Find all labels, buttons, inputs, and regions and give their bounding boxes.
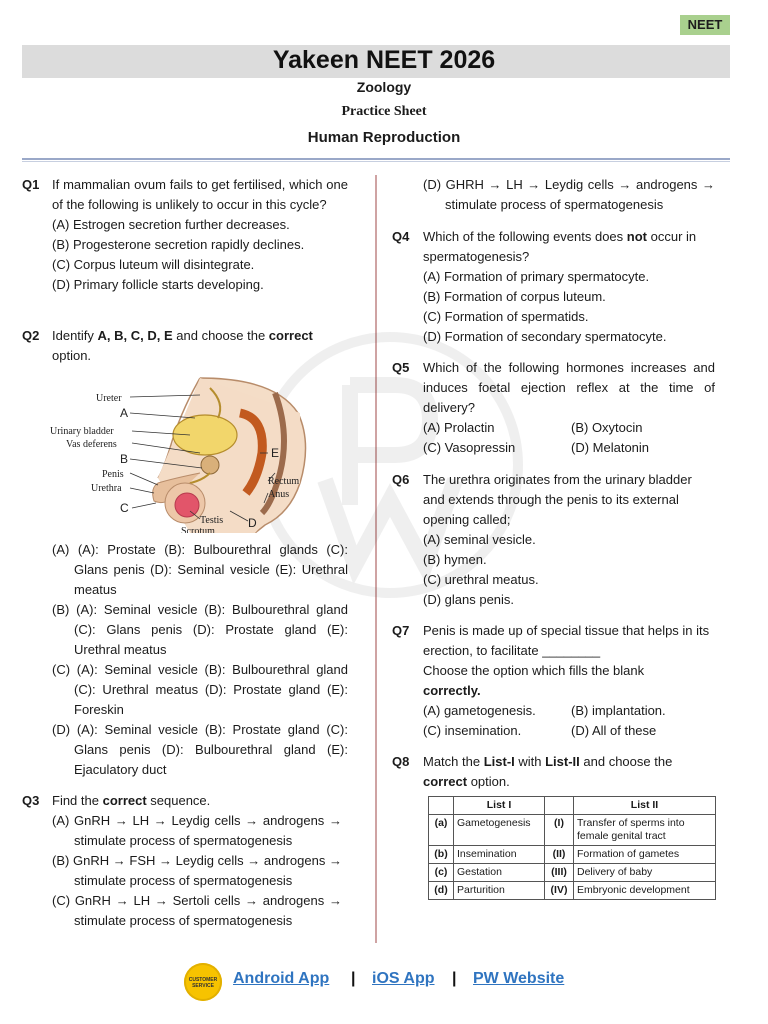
option-a[interactable]: (A) (A): Prostate (B): Bulbourethral glands (C): Glans penis (D): Seminal vesicle (E): Urethral meatus xyxy=(52,542,348,597)
footer-separator: | xyxy=(452,970,457,987)
label-ureter: Ureter xyxy=(96,393,122,404)
option-d[interactable]: (D) GHRH → LH → Leydig cells → androgens → stimulate process of spermatogenesis xyxy=(423,177,715,212)
label-vas-deferens: Vas deferens xyxy=(66,439,117,450)
option-b[interactable]: (B) GnRH → FSH → Leydig cells → androgens → stimulate process of spermatogenesis xyxy=(52,853,342,888)
option-a[interactable]: (A) Formation of primary spermatocyte. xyxy=(423,269,650,284)
option-b[interactable]: (B) Progesterone secretion rapidly declines. xyxy=(52,237,305,252)
option-d[interactable]: (D) All of these xyxy=(571,723,657,738)
question-text: The urethra originates from the urinary bladder and extends through the penis to its external opening called; xyxy=(423,472,692,527)
label-rectum: Rectum xyxy=(268,476,300,487)
label-urinary-bladder: Urinary bladder xyxy=(50,426,114,437)
option-c[interactable]: (C) (A): Seminal vesicle (B): Bulbourethral gland (C): Urethral meatus (D): Prostate gland (E): Foreskin xyxy=(52,662,348,717)
sheet-heading: Practice Sheet xyxy=(341,104,427,119)
option-d[interactable]: (D) (A): Seminal vesicle (B): Prostate gland (C): Glans penis (D): Bulbourethral gland (E): Ejaculatory duct xyxy=(52,722,348,777)
option-c[interactable]: (C) insemination. xyxy=(423,723,522,738)
question-number: Q3 xyxy=(22,793,40,808)
label-scrotum: Scrotum xyxy=(181,526,215,533)
option-b[interactable]: (B) Oxytocin xyxy=(571,420,643,435)
label-penis: Penis xyxy=(102,469,124,480)
question-number: Q6 xyxy=(392,472,410,487)
subject-heading: Zoology xyxy=(356,79,412,95)
table-row: (b) Insemination (II) Formation of gametes xyxy=(429,846,716,864)
question-3-continued xyxy=(423,175,715,215)
question-number: Q8 xyxy=(392,754,410,769)
option-a[interactable]: (A) Estrogen secretion further decreases. xyxy=(52,217,290,232)
option-b[interactable]: (B) Formation of corpus luteum. xyxy=(423,289,606,304)
label-c: C xyxy=(120,501,129,515)
question-text: Which of the following hormones increases and induces foetal ejection reflex at the time of delivery? xyxy=(423,360,715,415)
option-a[interactable]: (A) seminal vesicle. xyxy=(423,532,536,547)
question-2-options xyxy=(52,540,348,780)
option-d[interactable]: (D) Primary follicle starts developing. xyxy=(52,277,264,292)
question-text: Find the correct sequence. xyxy=(52,793,211,808)
header-divider-thin xyxy=(22,161,730,162)
option-c[interactable]: (C) urethral meatus. xyxy=(423,572,539,587)
question-number: Q1 xyxy=(22,177,40,192)
pw-website-link[interactable]: PW Website xyxy=(473,970,565,987)
label-a: A xyxy=(120,406,129,420)
customer-service-logo-icon: CUSTOMER SERVICE xyxy=(184,963,222,1001)
question-number: Q7 xyxy=(392,623,410,638)
option-b[interactable]: (B) implantation. xyxy=(571,703,666,718)
option-a[interactable]: (A) gametogenesis. xyxy=(423,703,536,718)
option-a[interactable]: (A) Prolactin xyxy=(423,420,495,435)
question-text: Match the List-I with List-II and choose the correct option. xyxy=(423,754,673,789)
option-a[interactable]: (A) GnRH → LH → Leydig cells → androgens → stimulate process of spermatogenesis xyxy=(52,813,342,848)
option-d[interactable]: (D) glans penis. xyxy=(423,592,515,607)
table-row: (d) Parturition (IV) Embryonic development xyxy=(429,882,716,900)
option-c[interactable]: (C) Corpus luteum will disintegrate. xyxy=(52,257,255,272)
option-c[interactable]: (C) Vasopressin xyxy=(423,440,516,455)
question-instruction: Choose the option which fills the blank xyxy=(423,663,645,678)
label-b: B xyxy=(120,452,129,466)
question-text: If mammalian ovum fails to get fertilised, which one of the following is unlikely to occur in this cycle? xyxy=(52,177,348,212)
footer-separator: | xyxy=(351,970,356,987)
option-d[interactable]: (D) Melatonin xyxy=(571,440,650,455)
table-row: (a) Gametogenesis (I) Transfer of sperms into female genital tract xyxy=(429,815,716,846)
header-divider xyxy=(22,158,730,160)
question-number: Q2 xyxy=(22,328,40,343)
table-header: List I List II xyxy=(429,797,716,815)
question-text: Identify A, B, C, D, E and choose the correct option. xyxy=(52,328,313,363)
question-number: Q5 xyxy=(392,360,410,375)
question-emphasis: correctly. xyxy=(423,683,481,698)
question-text: Penis is made up of special tissue that helps in its erection, to facilitate ________ xyxy=(423,623,710,658)
question-text: Which of the following events does not occur in spermatogenesis? xyxy=(423,229,697,264)
label-testis: Testis xyxy=(200,515,224,526)
label-e: E xyxy=(271,446,280,460)
footer-links xyxy=(184,966,604,1002)
android-app-link[interactable]: Android App xyxy=(233,970,330,987)
option-c[interactable]: (C) Formation of spermatids. xyxy=(423,309,589,324)
option-c[interactable]: (C) GnRH → LH → Sertoli cells → androgens → stimulate process of spermatogenesis xyxy=(52,893,342,928)
label-d: D xyxy=(248,516,257,530)
option-b[interactable]: (B) hymen. xyxy=(423,552,487,567)
neet-badge: NEET xyxy=(680,15,730,35)
male-reproductive-system-diagram xyxy=(50,373,350,533)
table-row: (c) Gestation (III) Delivery of baby xyxy=(429,864,716,882)
label-anus: Anus xyxy=(268,489,290,500)
ios-app-link[interactable]: iOS App xyxy=(372,970,435,987)
option-b[interactable]: (B) (A): Seminal vesicle (B): Bulbourethral gland (C): Glans penis (D): Prostate gland (E): Urethral meatus xyxy=(52,602,348,657)
match-table xyxy=(428,796,716,900)
option-d[interactable]: (D) Formation of secondary spermatocyte. xyxy=(423,329,667,344)
topic-heading: Human Reproduction xyxy=(307,129,461,146)
page-title: Yakeen NEET 2026 xyxy=(272,46,496,74)
question-number: Q4 xyxy=(392,229,410,244)
label-urethra: Urethra xyxy=(91,483,122,494)
